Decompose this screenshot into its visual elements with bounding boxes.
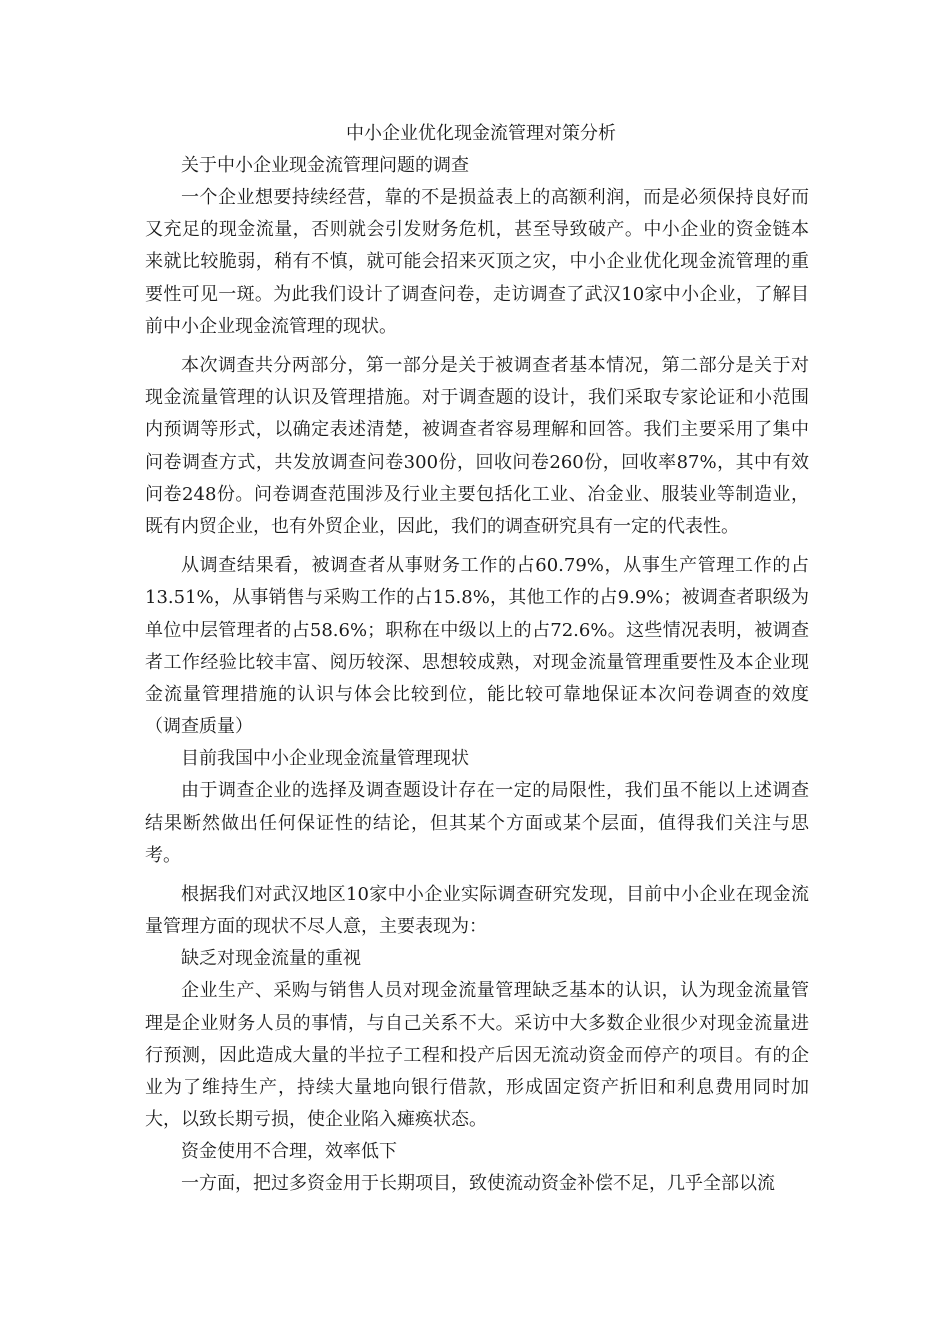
section-heading-lack-attention: 缺乏对现金流量的重视	[181, 948, 361, 970]
paragraph-lack-attention: 企业生产、采购与销售人员对现金流量管理缺乏基本的认识，认为现金流量管理是企业财务人员的事情，与自己关系不大。采访中大多数企业很少对现金流量进行预测，因此造成大量的半拉子工程和投产后因无流动资金而停产的项目。有的企业为了维持生产，持续大量地向银行借款，形成固定资产折旧和利息费用同时加大，以致长期亏损，使企业陷入瘫痪状态。	[145, 980, 809, 1131]
section-heading-current-status: 目前我国中小企业现金流量管理现状	[181, 748, 469, 770]
paragraph-inefficient-use: 一方面，把过多资金用于长期项目，致使流动资金补偿不足，几乎全部以流	[181, 1173, 775, 1195]
paragraph-survey-method: 本次调查共分两部分，第一部分是关于被调查者基本情况，第二部分是关于对现金流量管理的认识及管理措施。对于调查题的设计，我们采取专家论证和小范围内预调等形式，以确定表述清楚，被调查者容易理解和回答。我们主要采用了集中问卷调查方式，共发放调查问卷300份，回收问卷260份，回收率87%，其中有效问卷248份。问卷调查范围涉及行业主要包括化工业、冶金业、服装业等制造业，既有内贸企业，也有外贸企业，因此，我们的调查研究具有一定的代表性。	[145, 355, 809, 538]
document-title: 中小企业优化现金流管理对策分析	[346, 123, 616, 144]
paragraph-survey-results: 从调查结果看，被调查者从事财务工作的占60.79%，从事生产管理工作的占13.51%，从事销售与采购工作的占15.8%，其他工作的占9.9%；被调查者职级为单位中层管理者的占58.6%；职称在中级以上的占72.6%。这些情况表明，被调查者工作经验比较丰富、阅历较深、思想较成熟，对现金流量管理重要性及本企业现金流量管理措施的认识与体会比较到位，能比较可靠地保证本次问卷调查的效度（调查质量）	[145, 555, 809, 738]
paragraph-intro: 一个企业想要持续经营，靠的不是损益表上的高额利润，而是必须保持良好而又充足的现金流量，否则就会引发财务危机，甚至导致破产。中小企业的资金链本来就比较脆弱，稍有不慎，就可能会招来灭顶之灾，中小企业优化现金流管理的重要性可见一斑。为此我们设计了调查问卷，走访调查了武汉10家中小企业，了解目前中小企业现金流管理的现状。	[145, 187, 809, 337]
section-heading-inefficient-use: 资金使用不合理，效率低下	[181, 1141, 397, 1163]
paragraph-limitations: 由于调查企业的选择及调查题设计存在一定的局限性，我们虽不能以上述调查结果断然做出任何保证性的结论，但其某个方面或某个层面，值得我们关注与思考。	[145, 780, 809, 866]
paragraph-findings: 根据我们对武汉地区10家中小企业实际调查研究发现，目前中小企业在现金流量管理方面的现状不尽人意，主要表现为：	[145, 884, 809, 938]
section-heading-survey: 关于中小企业现金流管理问题的调查	[181, 155, 469, 176]
document-page	[145, 118, 809, 1201]
